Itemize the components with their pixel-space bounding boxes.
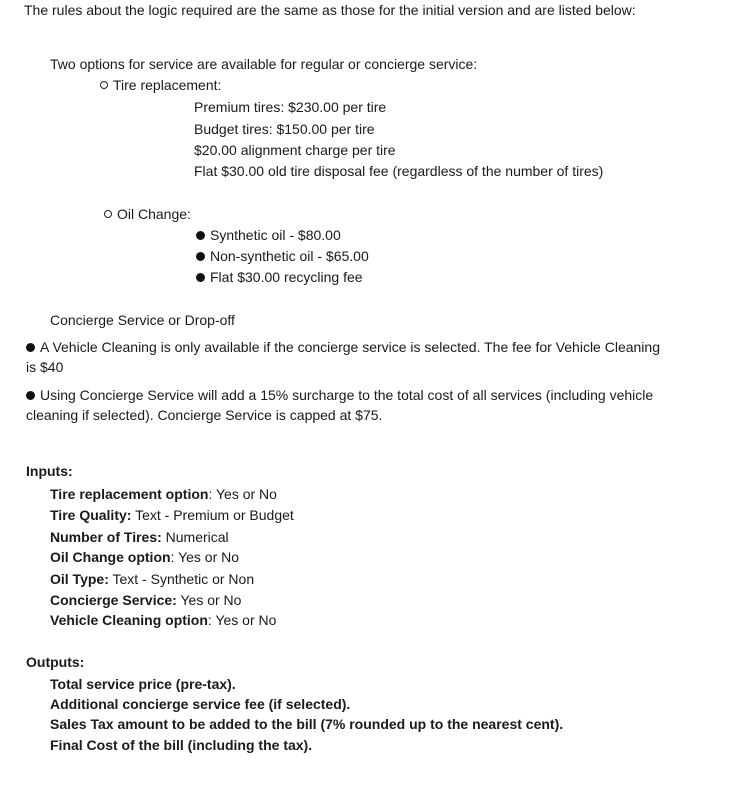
output-item: Sales Tax amount to be added to the bill (7% rounded up to the nearest cent). xyxy=(50,716,564,732)
oil-item: Synthetic oil - $80.00 xyxy=(196,225,341,245)
tire-replacement-label: Tire replacement: xyxy=(100,75,221,95)
bullet-icon xyxy=(196,273,205,282)
tire-item: Flat $30.00 old tire disposal fee (regardless of the number of tires) xyxy=(194,163,604,179)
hollow-bullet-icon xyxy=(100,81,108,89)
input-item: Tire replacement option: Yes or No xyxy=(50,486,277,502)
oil-item: Non-synthetic oil - $65.00 xyxy=(196,246,369,266)
output-item: Final Cost of the bill (including the tax). xyxy=(50,737,313,753)
concierge-heading: Concierge Service or Drop-off xyxy=(50,312,235,328)
outputs-heading: Outputs: xyxy=(26,654,85,670)
oil-item: Flat $30.00 recycling fee xyxy=(196,267,363,287)
inputs-heading: Inputs: xyxy=(26,463,73,479)
input-item: Number of Tires: Numerical xyxy=(50,529,229,545)
input-item: Oil Change option: Yes or No xyxy=(50,549,240,565)
bullet-icon xyxy=(26,391,35,400)
tire-item: Budget tires: $150.00 per tire xyxy=(194,121,375,137)
output-item: Total service price (pre-tax). xyxy=(50,676,236,692)
bullet-icon xyxy=(196,231,205,240)
oil-change-label: Oil Change: xyxy=(104,204,191,224)
output-item: Additional concierge service fee (if selected). xyxy=(50,696,351,712)
bullet-icon xyxy=(26,343,35,352)
tire-item: Premium tires: $230.00 per tire xyxy=(194,99,387,115)
input-item: Oil Type: Text - Synthetic or Non xyxy=(50,571,255,587)
bullet-icon xyxy=(196,252,205,261)
intro-text: The rules about the logic required are the same as those for the initial version and are listed below: xyxy=(24,2,636,18)
input-item: Tire Quality: Text - Premium or Budget xyxy=(50,507,294,523)
input-item: Vehicle Cleaning option: Yes or No xyxy=(50,612,277,628)
concierge-bullet: A Vehicle Cleaning is only available if the concierge service is selected. The fee for Vehicle Cleaning is $40 xyxy=(26,339,660,375)
options-heading: Two options for service are available for regular or concierge service: xyxy=(50,56,478,72)
tire-item: $20.00 alignment charge per tire xyxy=(194,142,396,158)
hollow-bullet-icon xyxy=(104,210,112,218)
concierge-bullet: Using Concierge Service will add a 15% surcharge to the total cost of all services (including vehicle cleaning if selected). Concierge Service is capped at $75. xyxy=(26,387,654,423)
input-item: Concierge Service: Yes or No xyxy=(50,592,242,608)
